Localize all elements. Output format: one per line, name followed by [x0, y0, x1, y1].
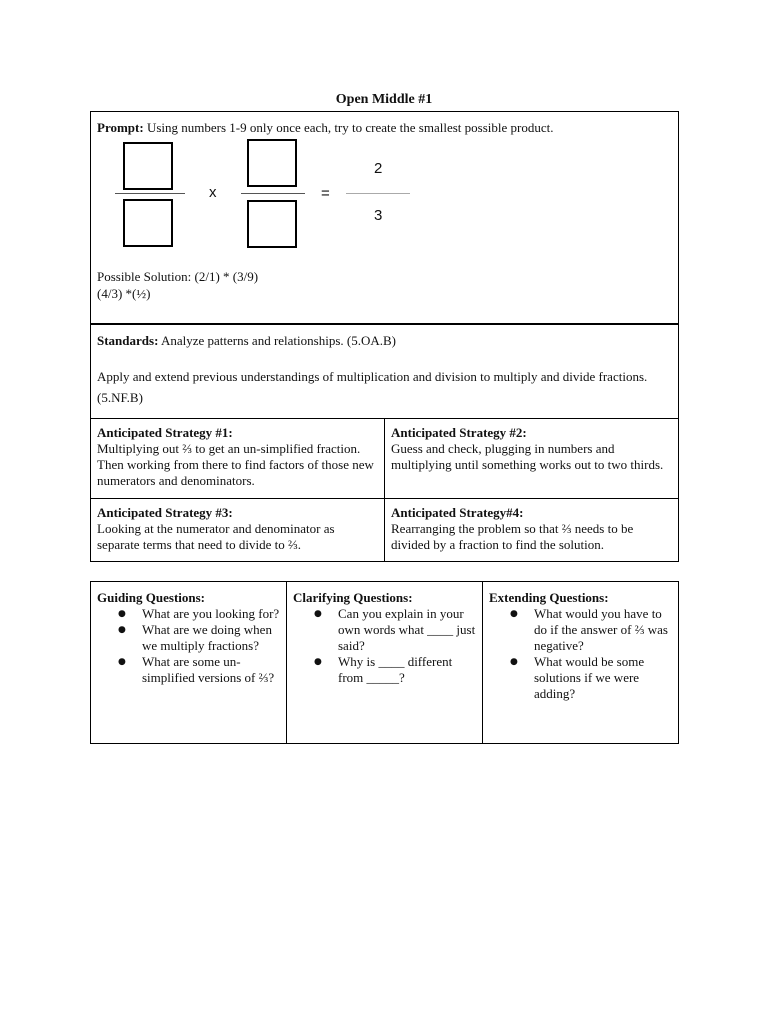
- strategy-1-cell: [91, 419, 385, 499]
- solution-line-1: Possible Solution: (2/1) * (3/9): [97, 269, 259, 284]
- list-item: ● What are some un-simplified versions of ⅔?: [142, 654, 280, 686]
- strategy-3-cell: [91, 499, 385, 561]
- extending-questions-cell: [483, 582, 678, 743]
- list-item: ● What would you have to do if the answer of ⅔ was negative?: [534, 606, 672, 654]
- strategy-label: Anticipated Strategy #1:: [97, 425, 233, 440]
- strategy-4-cell: [385, 499, 678, 561]
- clarifying-questions-cell: [287, 582, 483, 743]
- possible-solution: [97, 268, 258, 302]
- standards-text-1: Analyze patterns and relationships. (5.OA.B): [160, 333, 396, 348]
- strategy-label: Anticipated Strategy #3:: [97, 505, 233, 520]
- list-item: ● Can you explain in your own words what ____ just said?: [338, 606, 476, 654]
- fraction1-numerator-box: [123, 142, 173, 190]
- list-item: ● What would be some solutions if we were adding?: [534, 654, 672, 702]
- list-item: ● What are you looking for?: [142, 606, 280, 622]
- standards-label: Standards:: [97, 333, 159, 348]
- strategy-text: Looking at the numerator and denominator as separate terms that need to divide to ⅔.: [97, 521, 335, 552]
- standards-cell: [91, 325, 678, 419]
- extending-questions-list: [489, 606, 672, 702]
- equals-symbol: =: [321, 185, 330, 202]
- prompt-label: Prompt:: [97, 120, 144, 135]
- fraction1-bar: [115, 193, 185, 194]
- clarifying-questions-label: Clarifying Questions:: [293, 590, 413, 605]
- solution-line-2: (4/3) *(½): [97, 286, 151, 301]
- prompt-cell: [91, 112, 678, 325]
- guiding-questions-label: Guiding Questions:: [97, 590, 206, 605]
- extending-questions-label: Extending Questions:: [489, 590, 609, 605]
- strategy-label: Anticipated Strategy#4:: [391, 505, 524, 520]
- fraction2-denominator-box: [247, 200, 297, 248]
- strategy-text: Rearranging the problem so that ⅔ needs to be divided by a fraction to find the solution.: [391, 521, 634, 552]
- standards-text-2: Apply and extend previous understandings of multiplication and division to multiply and divide fractions. (5.NF.B): [97, 369, 648, 405]
- list-item: ● Why is ____ different from _____?: [338, 654, 476, 686]
- questions-table: [90, 581, 679, 744]
- standards-line: [97, 333, 396, 349]
- result-bar: [346, 193, 410, 194]
- lesson-table: [90, 111, 679, 562]
- strategy-label: Anticipated Strategy #2:: [391, 425, 527, 440]
- prompt-text: Using numbers 1-9 only once each, try to create the smallest possible product.: [146, 120, 554, 135]
- strategy-text: Guess and check, plugging in numbers and multiplying until something works out to two thirds.: [391, 441, 664, 472]
- strategy-2-cell: [385, 419, 678, 499]
- guiding-questions-list: [97, 606, 280, 686]
- times-symbol: x: [209, 184, 217, 201]
- list-item: ● What are we doing when we multiply fractions?: [142, 622, 280, 654]
- guiding-questions-cell: [91, 582, 287, 743]
- prompt-line: [97, 120, 553, 136]
- result-denominator: 3: [374, 207, 383, 224]
- fraction2-bar: [241, 193, 305, 194]
- clarifying-questions-list: [293, 606, 476, 686]
- strategy-text: Multiplying out ⅔ to get an un-simplified fraction. Then working from there to find factors of those new numerators and denominators.: [97, 441, 374, 488]
- fraction1-denominator-box: [123, 199, 173, 247]
- page-title: Open Middle #1: [335, 92, 433, 107]
- result-numerator: 2: [374, 160, 383, 177]
- fraction2-numerator-box: [247, 139, 297, 187]
